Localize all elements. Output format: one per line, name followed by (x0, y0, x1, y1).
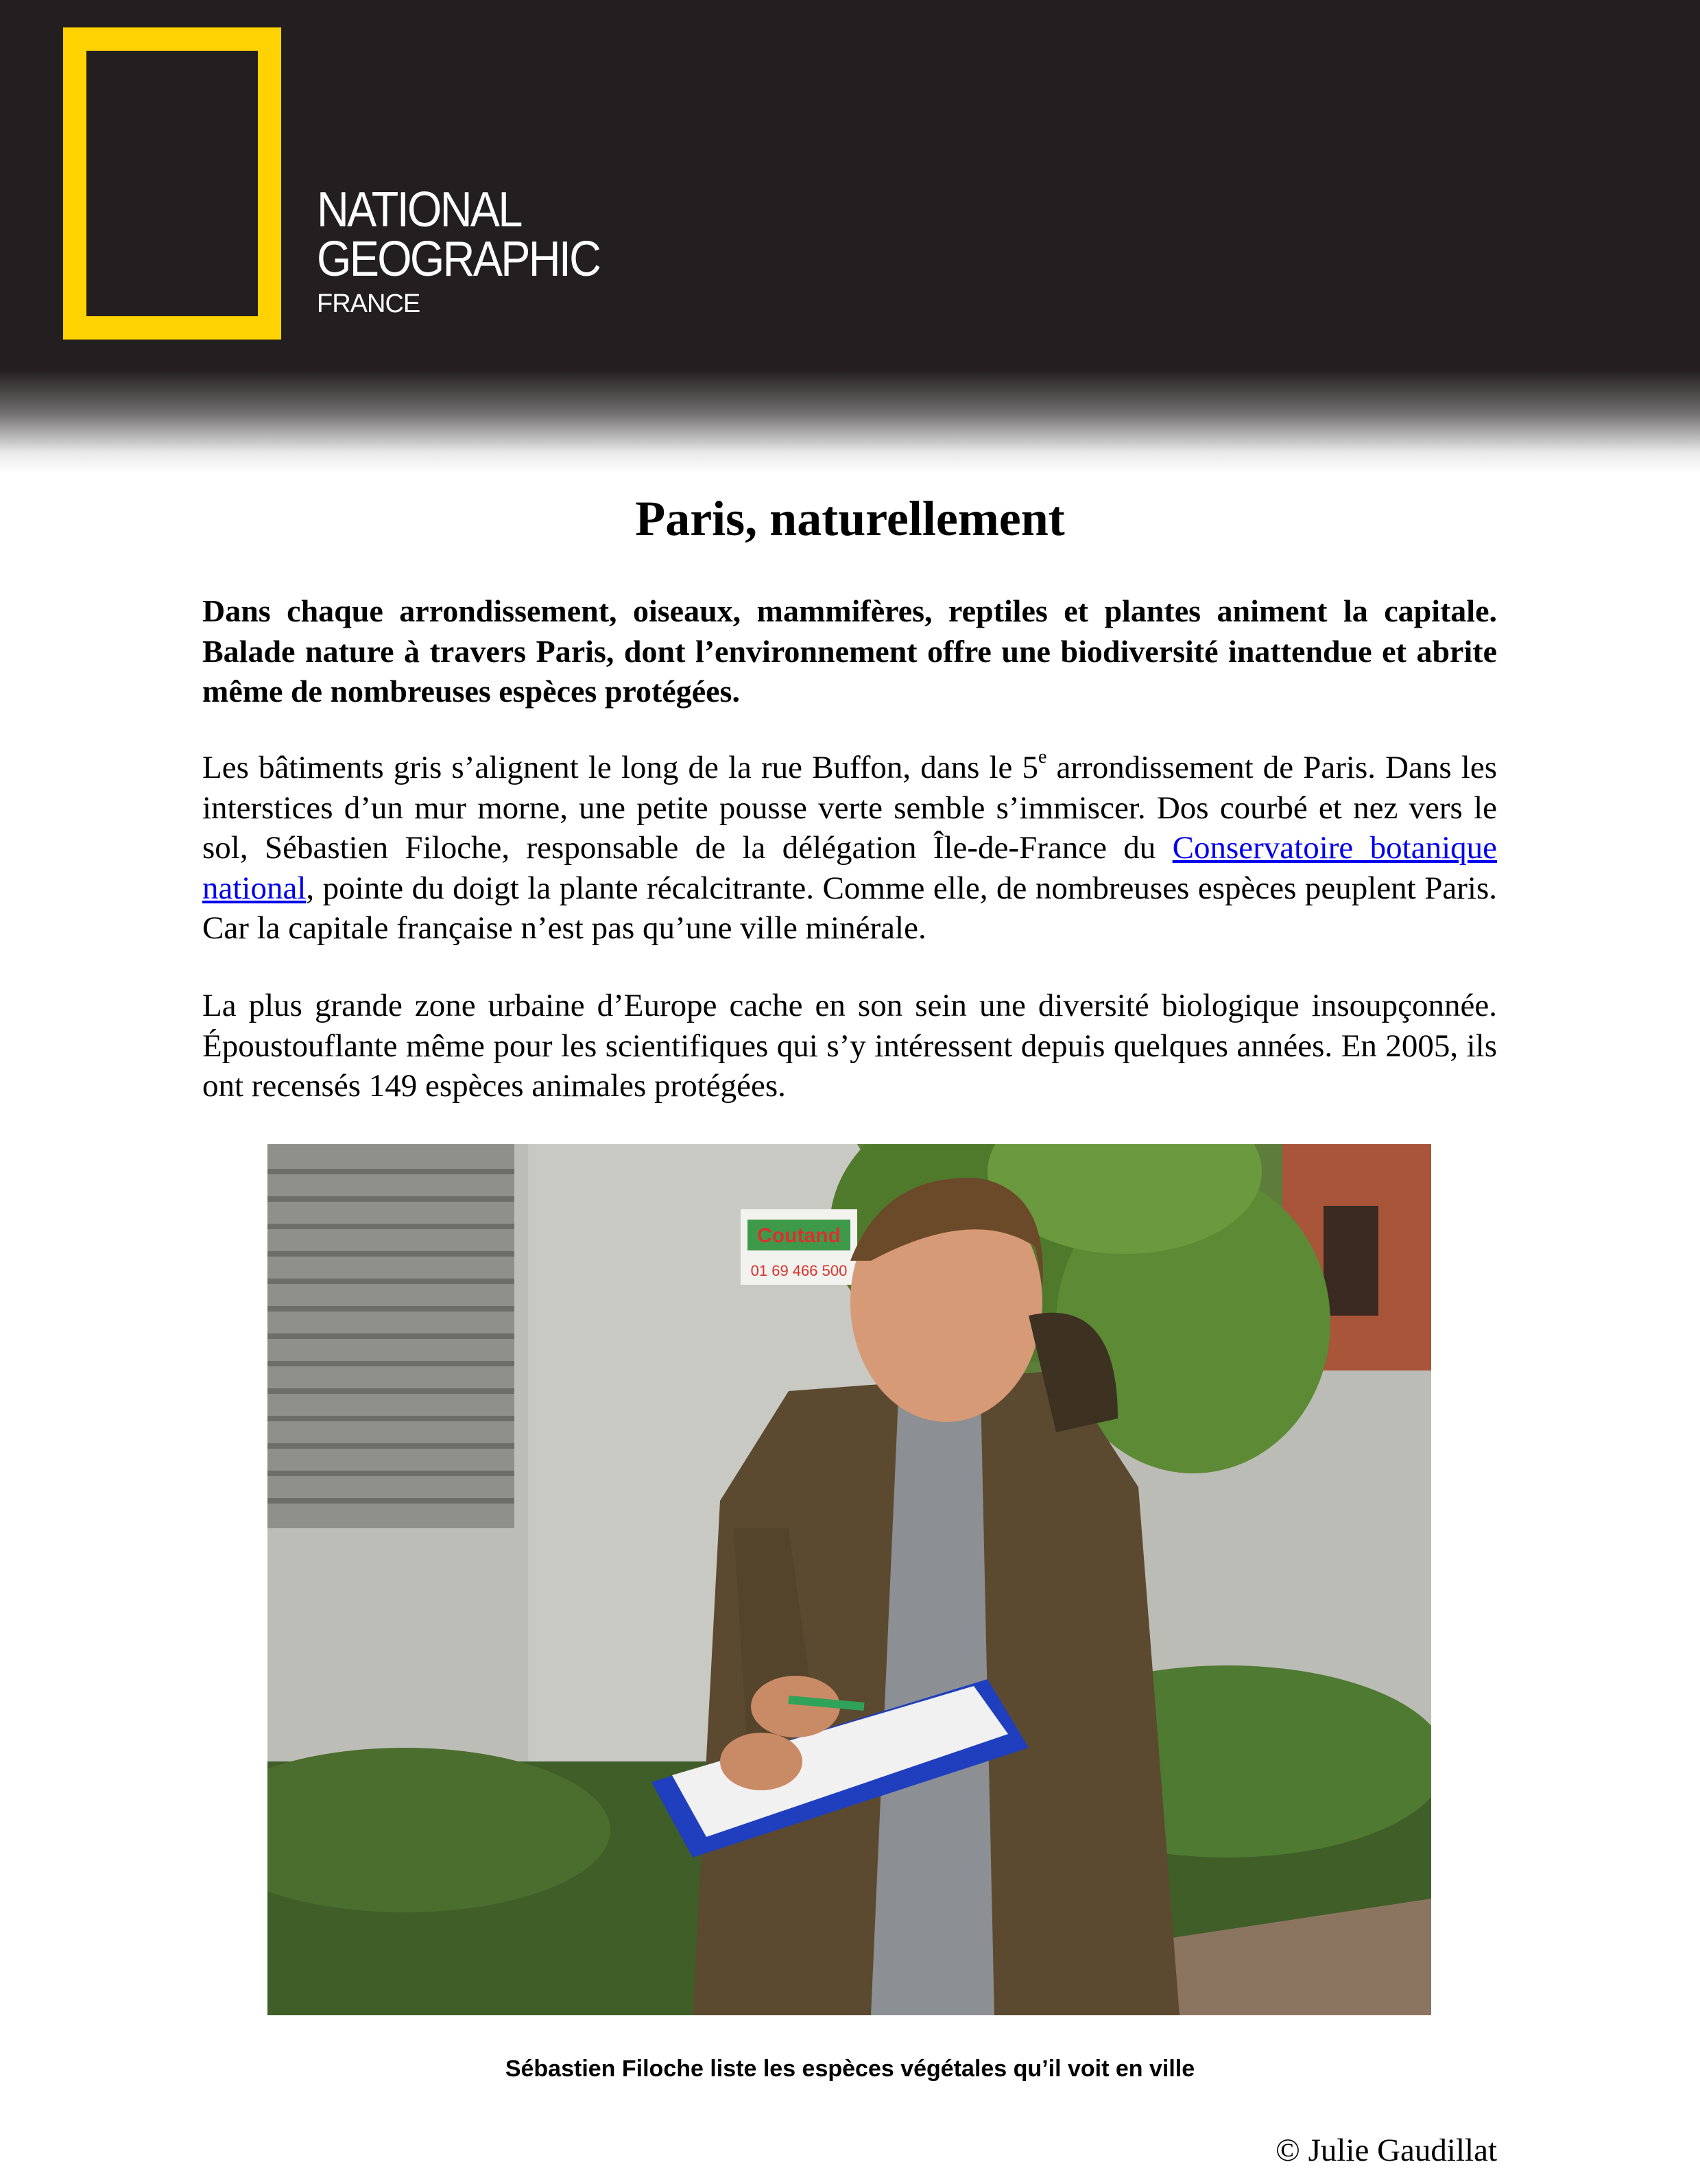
p1-superscript: e (1038, 746, 1047, 768)
page-header (0, 0, 1700, 473)
p1-text-end: , pointe du doigt la plante récalcitrante. Comme elle, de nombreuses espèces peuplent Paris. Car la capitale française n’est pas qu’une ville minérale. (202, 870, 1497, 946)
national-geographic-yellow-frame-logo (63, 27, 281, 340)
photo-credit: © Julie Gaudillat (1276, 2133, 1497, 2168)
article-paragraph-2: La plus grande zone urbaine d’Europe cache en son sein une diversité biologique insoupçonnée. Époustouflante même pour les scientifiques qui s’y intéressent depuis quelques années. En 2005, ils ont recensés 149 espèces animales protégées. (202, 988, 1497, 1104)
photo-caption: Sébastien Filoche liste les espèces végétales qu’il voit en ville (505, 2056, 1195, 2082)
photo-sign-phone: 01 69 466 500 (750, 1262, 848, 1279)
article-paragraph-1 (202, 748, 1497, 949)
p1-text-start: Les bâtiments gris s’alignent le long de la rue Buffon, dans le 5 (202, 750, 1039, 785)
article-lead: Dans chaque arrondissement, oiseaux, mammifères, reptiles et plantes animent la capitale. Balade nature à travers Paris, dont l’environnement offre une biodiversité inattendue et abrite même de nombreuses espèces protégées. (202, 593, 1497, 709)
logo-wordmark (317, 182, 631, 318)
conservatoire-link[interactable]: Conservatoire botanique national (202, 830, 1497, 906)
logo-line-france: FRANCE (317, 289, 420, 318)
p1-text-middle: arrondissement de Paris. Dans les interstices d’un mur morne, une petite pousse verte semble s’immiscer. Dos courbé et nez vers le sol, Sébastien Filoche, responsable de la délégation Île-de-France du (202, 750, 1497, 866)
logo-line-geographic: GEOGRAPHIC (317, 232, 600, 287)
article-photo (267, 1144, 1431, 2015)
logo-line-national: NATIONAL (317, 182, 521, 237)
photo-sign-brand: Coutand (757, 1224, 841, 1247)
article-title: Paris, naturellement (635, 491, 1065, 546)
photo-illustration (267, 1144, 1431, 2015)
